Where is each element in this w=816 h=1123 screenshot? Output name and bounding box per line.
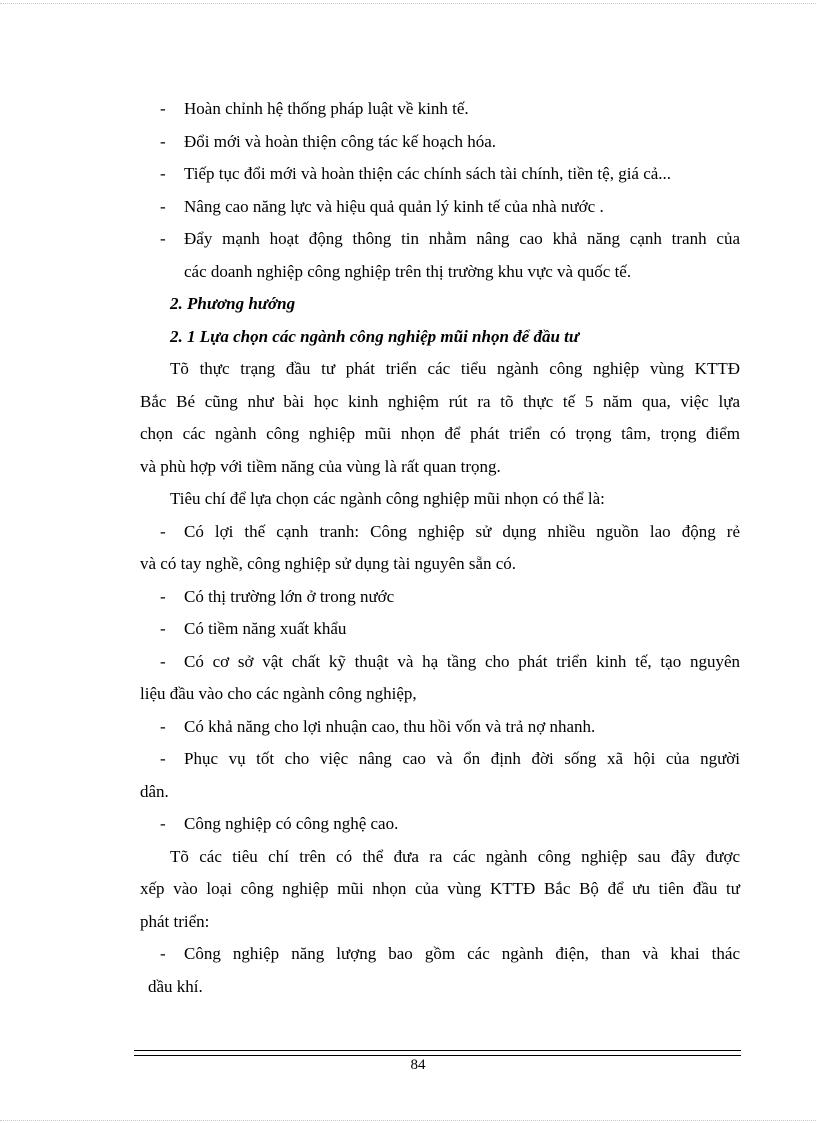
bullet-dash: - [160,131,166,151]
list-item-continuation: liệu đầu vào cho các ngành công nghiệp, [140,684,417,703]
bullet-dash: - [160,814,166,833]
list-item-continuation: dầu khí. [148,976,203,996]
page-border-top [0,3,816,4]
list-item-text: Đẩy mạnh hoạt động thông tin nhằm nâng cao khả năng cạnh tranh của [184,229,740,248]
bullet-dash: - [160,164,166,183]
bullet-dash: - [160,99,166,118]
list-item [140,93,740,126]
list-item [140,158,740,191]
list-item [140,126,740,159]
paragraph-line: Tõ thực trạng đầu tư phát triển các tiểu ngành công nghiệp vùng KTTĐ [170,359,740,378]
list-item [140,516,740,549]
list-item [140,191,740,224]
bullet-dash: - [160,749,166,768]
bullet-dash: - [160,229,166,248]
list-item-text: Có lợi thế cạnh tranh: Công nghiệp sử dụng nhiều nguồn lao động rẻ [184,521,740,541]
list-item-text: Công nghiệp có công nghệ cao. [184,814,399,833]
footer-double-rule [134,1050,741,1056]
list-item [140,938,740,971]
bullet-dash: - [160,944,166,963]
list-item-text: Có tiềm năng xuất khẩu [184,619,347,638]
page-border-bottom [0,1120,816,1121]
list-item-text: Có cơ sở vật chất kỹ thuật và hạ tầng cho phát triển kinh tế, tạo nguyên [184,651,740,671]
list-item [140,808,740,841]
list-item-text: Nâng cao năng lực và hiệu quả quản lý kinh tế của nhà nước . [184,196,604,216]
page-content [140,93,740,1003]
bullet-dash: - [160,716,166,736]
bullet-dash: - [160,196,166,216]
paragraph-line: xếp vào loại công nghiệp mũi nhọn của vùng KTTĐ Bắc Bộ để ưu tiên đầu tư [140,879,740,898]
list-item-text: Đổi mới và hoàn thiện công tác kế hoạch hóa. [184,131,497,151]
bullet-dash: - [160,651,166,671]
bullet-dash: - [160,586,166,606]
paragraph-line: Tõ các tiêu chí trên có thể đưa ra các ngành công nghiệp sau đây được [170,846,740,866]
list-item-continuation: và có tay nghề, công nghiệp sử dụng tài nguyên sẵn có. [140,554,517,573]
subsection-heading: 2. 1 Lựa chọn các ngành công nghiệp mũi nhọn để đầu tư [170,326,580,346]
list-item-text: Hoàn chỉnh hệ thống pháp luật về kinh tế. [184,99,469,118]
paragraph-line: chọn các ngành công nghiệp mũi nhọn để phát triển có trọng tâm, trọng điểm [140,424,740,443]
paragraph-line: Bắc Bé cũng như bài học kinh nghiệm rút ra tõ thực tế 5 năm qua, việc lựa [140,391,740,411]
list-item [140,711,740,744]
section-heading: 2. Phương hướng [170,294,296,313]
list-item [140,223,740,256]
list-item [140,646,740,679]
list-item-text: Tiếp tục đổi mới và hoàn thiện các chính sách tài chính, tiền tệ, giá cả... [184,164,672,183]
paragraph-line: Tiêu chí để lựa chọn các ngành công nghiệp mũi nhọn có thể là: [170,489,605,508]
list-item [140,613,740,646]
list-item-text: Có thị trường lớn ở trong nước [184,586,395,606]
paragraph-line: phát triển: [140,911,210,931]
list-item-text: Có khả năng cho lợi nhuận cao, thu hồi vốn và trả nợ nhanh. [184,716,596,736]
bullet-dash: - [160,521,166,541]
page-number: 84 [410,1057,426,1073]
list-item-text: Công nghiệp năng lượng bao gồm các ngành điện, than và khai thác [184,944,740,963]
list-item [140,743,740,776]
bullet-dash: - [160,619,166,638]
list-item-text: Phục vụ tốt cho việc nâng cao và ổn định đời sống xã hội của người [184,749,740,768]
paragraph-line: và phù hợp với tiềm năng của vùng là rất quan trọng. [140,456,501,476]
list-item [140,581,740,614]
list-item-continuation: dân. [140,781,169,801]
list-item-continuation: các doanh nghiệp công nghiệp trên thị trường khu vực và quốc tế. [184,261,632,281]
